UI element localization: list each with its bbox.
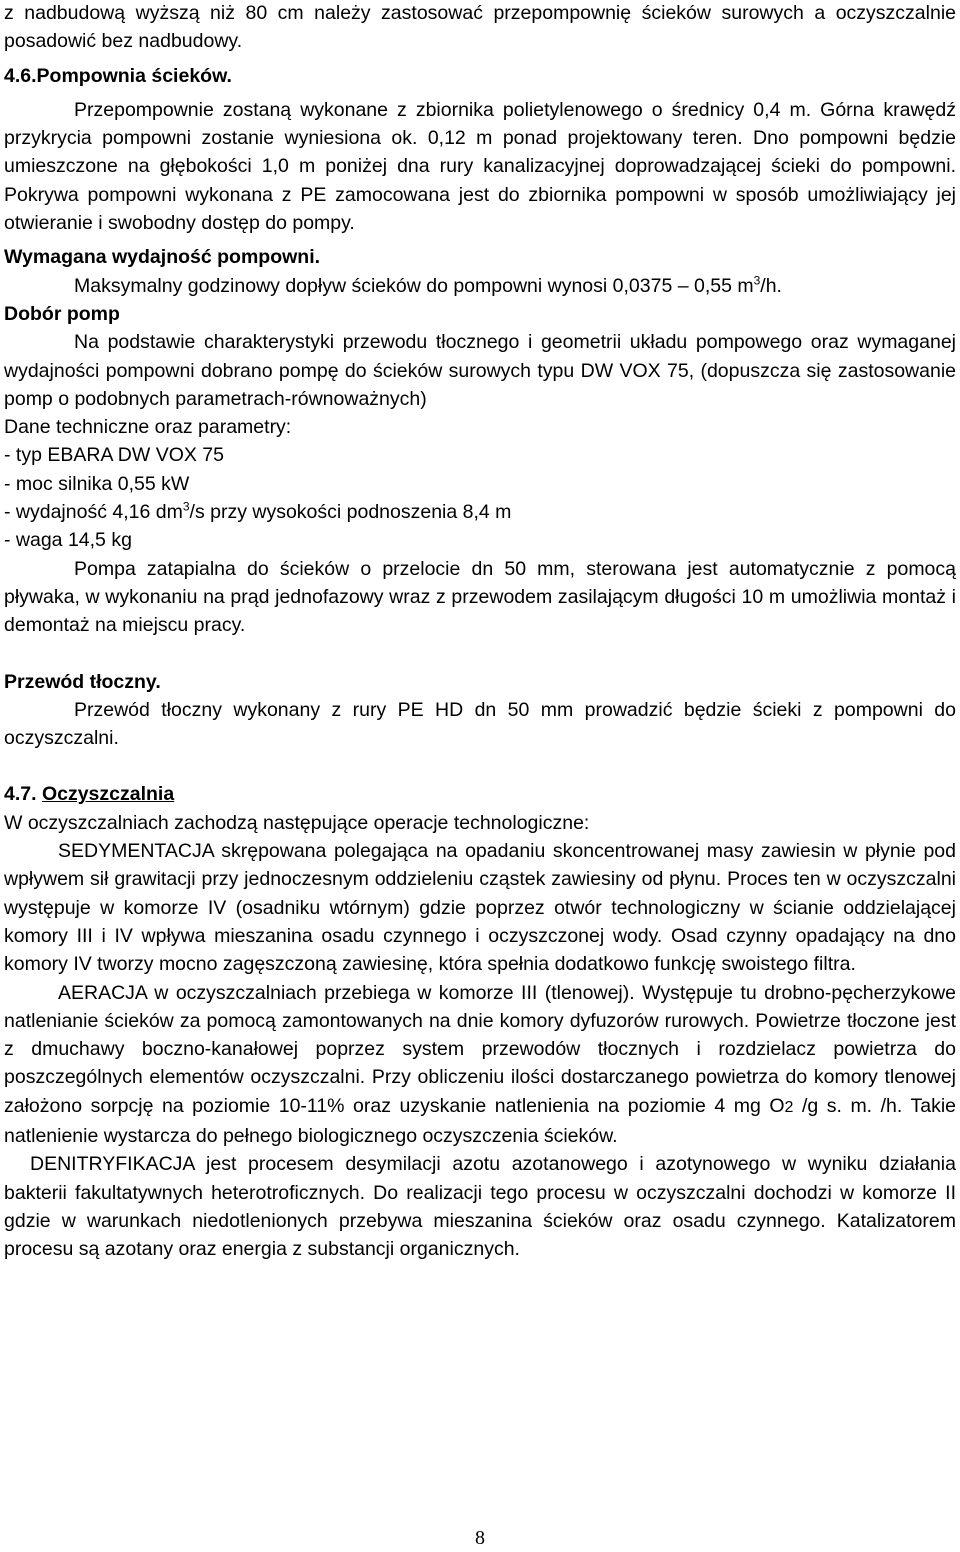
dane-title: Dane techniczne oraz parametry:	[4, 416, 292, 439]
wydajnosc-heading: Wymagana wydajność pompowni.	[4, 246, 321, 269]
dane-wydajnosc-post: /s przy wysokości podnoszenia 8,4 m	[189, 501, 512, 524]
dobor-heading: Dobór pomp	[4, 302, 120, 325]
sedymentacja-paragraph: SEDYMENTACJA skrępowana polegająca na opadaniu skoncentrowanej masy zawiesin w płynie pod wpływem sił grawitacji przy jednoczesnym oddzieleniu cząstek zawiesiny od płynu. Proces ten w oczyszczalni występuje w komorze IV (osadniku wtórnym) gdzie poprzez otwór technologiczny w ścianie oddzielającej komory III i IV wpływa mieszanina osadu czynnego i oczyszczonej wody. Osad czynny opadający na dno komory IV tworzy mocno zagęszczoną zawiesinę, która spełnia dodatkowo funkcję swoistego filtra.	[4, 840, 956, 976]
aeracja-paragraph	[4, 979, 956, 1151]
przewod-paragraph: Przewód tłoczny wykonany z rury PE HD dn 50 mm prowadzić będzie ścieki z pompowni do oczyszczalni.	[4, 698, 956, 750]
wydajnosc-text: Maksymalny godzinowy dopływ ścieków do pompowni wynosi 0,0375 – 0,55 m	[74, 274, 754, 297]
dane-wydajnosc	[4, 498, 956, 526]
denitryfikacja-paragraph: DENITRYFIKACJA jest procesem desymilacji azotu azotanowego i azotynowego w wyniku działania bakterii fakultatywnych heterotroficznych. Do realizacji tego procesu w oczyszczalni dochodzi w komorze II gdzie w warunkach niedotlenionych przebywa mieszanina ścieków oraz osadu czynnego. Katalizatorem procesu są azotany oraz energia z substancji organicznych.	[4, 1153, 956, 1261]
dane-waga: - waga 14,5 kg	[4, 529, 132, 552]
page-number: 8	[475, 1527, 485, 1549]
section-4-7-heading	[4, 780, 956, 808]
dane-wydajnosc-pre: - wydajność 4,16 dm	[4, 501, 183, 524]
dane-moc: - moc silnika 0,55 kW	[4, 472, 190, 495]
aeracja-pre: AERACJA w oczyszczalniach przebiega w komorze III (tlenowej). Występuje tu drobno-pęcherzykowe natlenianie ścieków za pomocą zamontowanych na dnie komory dyfuzorów rurowych. Powietrze tłoczone jest z dmuchawy boczno-kanałowej poprzez system przewodów tłocznych i rozdzielacz powietrza do poszczególnych elementów oczyszczalni. Przy obliczeniu ilości dostarczanego powietrza do komory tlenowej założono sorpcję na poziomie 10-11% oraz uzyskanie natlenienia na poziomie 4 mg O	[4, 981, 956, 1117]
wydajnosc-paragraph	[4, 272, 956, 300]
section-4-7-title: Oczyszczalnia	[41, 783, 175, 806]
pompa-paragraph: Pompa zatapialna do ścieków o przelocie dn 50 mm, sterowana jest automatycznie z pomocą pływaka, w wykonaniu na prąd jednofazowy wraz z przewodem zasilającym długości 10 m umożliwia montaż i demontaż na miejscu pracy.	[4, 557, 956, 637]
wydajnosc-superscript: 3	[753, 273, 761, 288]
dane-wydajnosc-superscript: 3	[182, 499, 190, 514]
aeracja-post: /g s. m. /h. Takie natlenienie wystarcza do pełnego biologicznego oczyszczenia ścieków.	[4, 1094, 957, 1147]
section-4-6-heading: 4.6.Pompownia ścieków.	[4, 64, 232, 87]
przewod-heading: Przewód tłoczny.	[4, 670, 161, 693]
aeracja-subscript: 2	[784, 1098, 794, 1116]
intro-paragraph: z nadbudową wyższą niż 80 cm należy zastosować przepompownię ścieków surowych a oczyszczalnie posadowić bez nadbudowy.	[4, 2, 956, 53]
pompownia-paragraph: Przepompownie zostaną wykonane z zbiornika polietylenowego o średnicy 0,4 m. Górna krawędź przykrycia pompowni zostanie wyniesiona ok. 0,12 m ponad projektowany teren. Dno pompowni będzie umieszczone na głębokości 1,0 m poniżej dna rury kanalizacyjnej doprowadzającej ścieki do pompowni. Pokrywa pompowni wykonana z PE zamocowana jest do zbiornika pompowni w sposób umożliwiający jej otwieranie i swobodny dostęp do pompy.	[4, 98, 956, 235]
document-page	[4, 0, 956, 1263]
section-4-7-number: 4.7.	[4, 783, 42, 806]
wydajnosc-tail: /h.	[760, 274, 782, 297]
oczyszczalnia-intro: W oczyszczalniach zachodzą następujące operacje technologiczne:	[4, 811, 590, 834]
dobor-paragraph: Na podstawie charakterystyki przewodu tłocznego i geometrii układu pompowego oraz wymaganej wydajności pompowni dobrano pompę do ścieków surowych typu DW VOX 75, (dopuszcza się zastosowanie pomp o podobnych parametrach-równoważnych)	[4, 331, 956, 410]
dane-typ: - typ EBARA DW VOX 75	[4, 444, 224, 467]
